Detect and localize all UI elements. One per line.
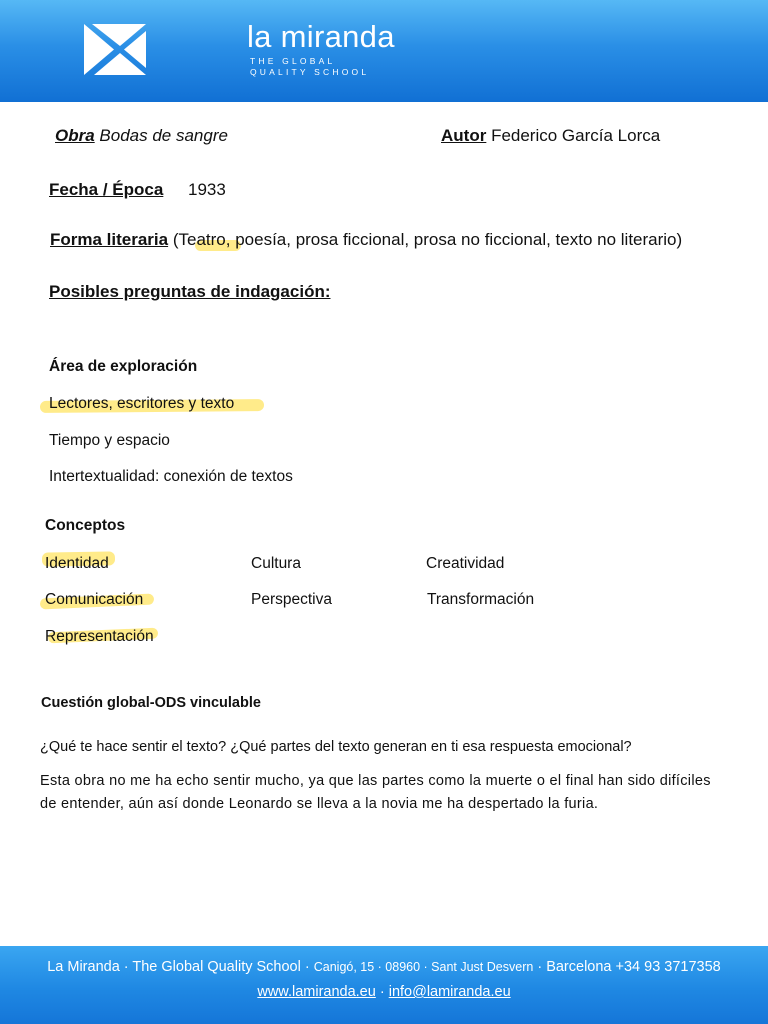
- footer-school-name: La Miranda · The Global Quality School ·: [47, 959, 314, 975]
- footer-address: Canigó, 15 · 08960 · Sant Just Desvern: [313, 960, 534, 974]
- forma-selected-teatro: Teatro,: [178, 230, 231, 249]
- fecha-value: 1933: [188, 180, 226, 199]
- concepto-creatividad: Creatividad: [426, 555, 505, 572]
- concepto-transformacion: Transformación: [427, 591, 535, 608]
- obra-value: Bodas de sangre: [99, 126, 228, 145]
- la-miranda-logo-icon: [84, 24, 146, 75]
- concepto-perspectiva: Perspectiva: [251, 591, 332, 608]
- exploracion-heading: Área de exploración: [49, 358, 198, 375]
- fecha-label: Fecha / Época: [49, 180, 164, 199]
- concepto-identidad: Identidad: [45, 555, 109, 572]
- exploracion-option-1: Lectores, escritores y texto: [49, 395, 235, 412]
- forma-literaria-label: Forma literaria: [50, 230, 169, 249]
- brand-tagline-line1: THE GLOBAL: [250, 56, 336, 66]
- brand-name: la miranda: [247, 19, 395, 54]
- footer-website-link[interactable]: www.lamiranda.eu: [257, 984, 376, 1000]
- autor-label: Autor: [441, 126, 487, 145]
- obra-label: Obra: [55, 126, 95, 145]
- footer-links-line: [0, 983, 768, 1001]
- forma-paren: (: [168, 230, 179, 249]
- autor-row: [441, 125, 660, 147]
- obra-row: [55, 125, 228, 147]
- exploracion-option-3: Intertextualidad: conexión de textos: [49, 468, 293, 485]
- forma-options-rest: poesía, prosa ficcional, prosa no ficcional, texto no literario): [230, 230, 683, 249]
- page-header: [0, 0, 768, 102]
- brand-tagline-line2: QUALITY SCHOOL: [250, 67, 370, 77]
- forma-literaria-row: [50, 229, 682, 251]
- footer-email-link[interactable]: info@lamiranda.eu: [388, 984, 511, 1000]
- reflection-question: ¿Qué te hace sentir el texto? ¿Qué partes del texto generan en ti esa respuesta emocional?: [40, 739, 632, 755]
- conceptos-heading: Conceptos: [45, 517, 126, 534]
- autor-value: Federico García Lorca: [491, 126, 661, 145]
- footer-city-phone: · Barcelona +34 93 3717358: [533, 959, 721, 975]
- concepto-comunicacion: Comunicación: [45, 591, 144, 608]
- footer-contact-line: [0, 958, 768, 976]
- cuestion-global-heading: Cuestión global-ODS vinculable: [41, 695, 261, 711]
- concepto-cultura: Cultura: [251, 555, 301, 572]
- reflection-answer: Esta obra no me ha echo sentir mucho, ya que las partes como la muerte o el final han sido difíciles de entender, aún así donde Leonardo se lleva a la novia me ha despertado la furia.: [40, 773, 711, 812]
- exploracion-option-2: Tiempo y espacio: [49, 432, 170, 449]
- preguntas-label: Posibles preguntas de indagación:: [49, 282, 331, 301]
- concepto-representacion: Representación: [45, 628, 154, 645]
- page-footer: [0, 946, 768, 1024]
- footer-separator: ·: [375, 984, 389, 1000]
